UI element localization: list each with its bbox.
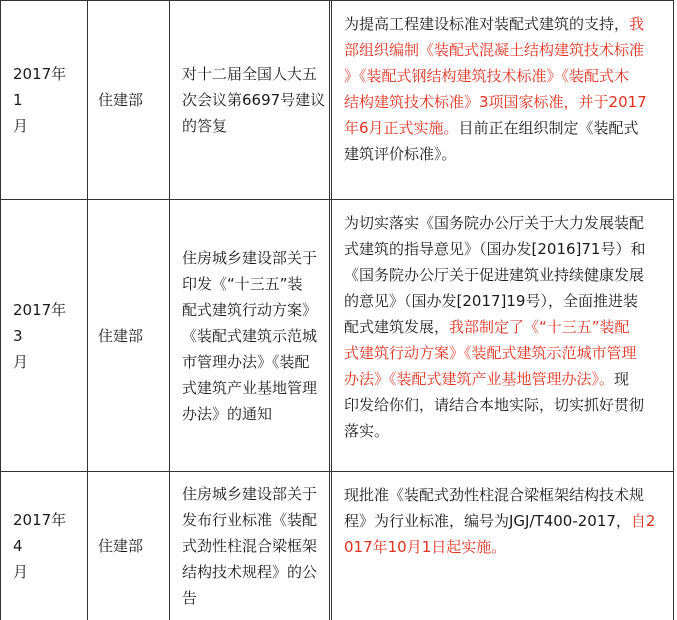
body-text: 为切实落实《国务院办公厅关于大力发展装配: [344, 214, 645, 232]
date-line: 月: [13, 117, 29, 135]
highlighted-text: 年6月正式实施。: [344, 119, 459, 137]
title-line: 办法》的通知: [182, 404, 273, 423]
content-line: [344, 262, 663, 288]
department-cell: 住建部: [88, 1, 170, 200]
content-line: [344, 508, 663, 534]
title-line: 发布行业标准《装配: [182, 510, 318, 529]
highlighted-text: 办法》《装配式建筑产业基地管理办法》。: [344, 370, 615, 388]
highlighted-text: 我: [629, 15, 645, 33]
content-line: [344, 340, 663, 366]
content-line: [344, 210, 663, 236]
date-line: 2017年: [13, 65, 67, 83]
content-line: [344, 11, 663, 37]
content-line: [344, 418, 663, 444]
date-line: 4: [13, 536, 23, 555]
content-line: [344, 314, 663, 340]
body-text: 式建筑的指导意见》（国办发[2016]71号）和: [344, 240, 646, 258]
content-line: [344, 366, 663, 392]
content-cell: [332, 1, 674, 200]
highlighted-text: 式建筑行动方案》《装配式建筑示范城市管理: [344, 344, 637, 362]
date-cell: [1, 200, 88, 472]
highlighted-text: 017年10月1日起实施。: [344, 538, 507, 556]
content-line: [344, 482, 663, 508]
content-line: [344, 392, 663, 418]
highlighted-text: 自2: [630, 512, 656, 530]
date-line: 2017年: [13, 510, 67, 529]
document-title-cell: [170, 1, 330, 200]
body-text: 配式建筑发展，: [344, 318, 450, 336]
title-line: 次会议第6697号建议: [182, 91, 326, 109]
body-text: 程》为行业标准，编号为JGJ/T400-2017，: [344, 512, 631, 530]
department-cell: 住建部: [88, 472, 170, 620]
title-line: 结构技术规程》的公: [182, 562, 318, 581]
department-cell: 住建部: [88, 200, 170, 472]
content-cell: [332, 200, 674, 472]
content-line: [344, 115, 663, 141]
content-line: [344, 141, 663, 167]
body-text: 印发给你们，请结合本地实际，切实抓好贯彻: [344, 396, 645, 414]
date-line: 1: [13, 91, 23, 109]
content-line: [344, 89, 663, 115]
body-text: 现: [614, 370, 630, 388]
body-text: 为提高工程建设标准对装配式建筑的支持，: [344, 15, 630, 33]
body-text: 现批准《装配式劲性柱混合梁框架结构技术规: [344, 486, 645, 504]
highlighted-text: 结构建筑技术标准》3项国家标准，并于2017: [344, 93, 647, 111]
content-line: [344, 236, 663, 262]
date-cell: [1, 1, 88, 200]
title-line: 印发《“十三五”装: [182, 274, 303, 293]
document-title-cell: [170, 472, 330, 620]
table-row: [1, 1, 674, 200]
body-text: 建筑评价标准》。: [344, 145, 457, 163]
highlighted-text: 》《装配式钢结构建筑技术标准》《装配式木: [344, 67, 630, 85]
title-line: 住房城乡建设部关于: [182, 248, 318, 267]
content-cell: [332, 472, 674, 620]
body-text: 落实。: [344, 422, 390, 440]
title-line: 配式建筑行动方案》: [182, 300, 318, 319]
table-row: [1, 200, 674, 472]
content-line: [344, 37, 663, 63]
date-cell: [1, 472, 88, 620]
title-line: 告: [182, 588, 198, 607]
body-text: 目前正在组织制定《装配式: [458, 119, 639, 137]
title-line: 式劲性柱混合梁框架: [182, 536, 318, 555]
table-row: [1, 472, 674, 620]
date-line: 月: [13, 352, 29, 371]
content-line: [344, 288, 663, 314]
content-line: [344, 534, 663, 560]
title-line: 式建筑产业基地管理: [182, 378, 318, 397]
content-line: [344, 63, 663, 89]
body-text: 的意见》（国办发[2017]19号），全面推进装: [344, 292, 638, 310]
body-text: 《国务院办公厅关于促进建筑业持续健康发展: [344, 266, 645, 284]
date-line: 月: [13, 562, 29, 581]
highlighted-text: 我部制定了《“十三五”装配: [449, 318, 630, 336]
title-line: 对十二届全国人大五: [182, 65, 318, 83]
document-title-cell: [170, 200, 330, 472]
title-line: 住房城乡建设部关于: [182, 484, 318, 503]
date-line: 3: [13, 326, 23, 345]
title-line: 《装配式建筑示范城: [182, 326, 318, 345]
date-line: 2017年: [13, 300, 67, 319]
highlighted-text: 部组织编制《装配式混凝土结构建筑技术标准: [344, 41, 645, 59]
title-line: 的答复: [182, 117, 228, 135]
title-line: 市管理办法》《装配: [182, 352, 310, 371]
